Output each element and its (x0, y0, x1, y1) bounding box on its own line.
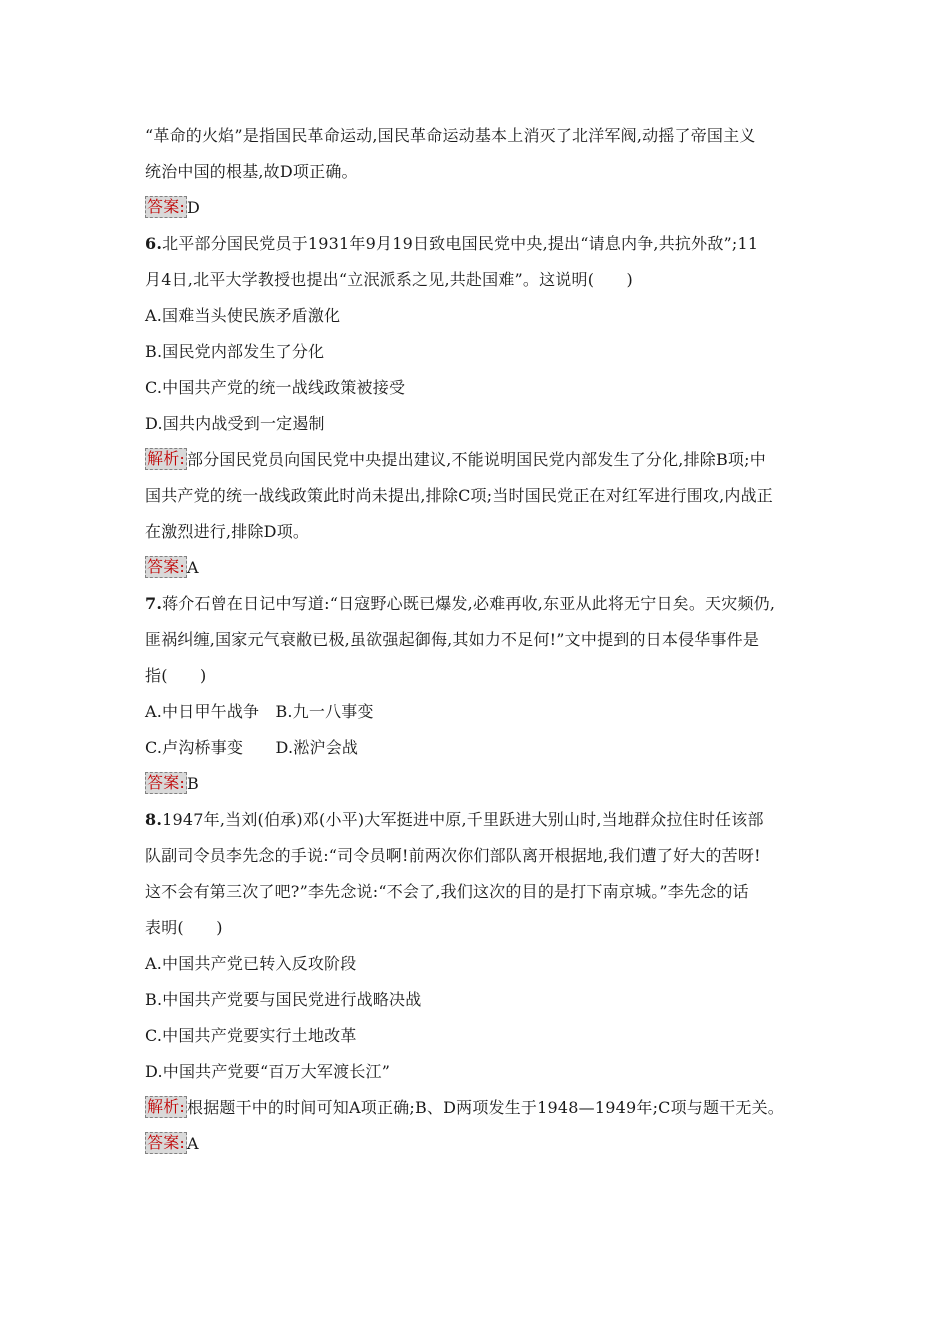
q5-analysis-line-2: 统治中国的根基,故D项正确。 (145, 162, 358, 181)
q6-option-d: D.国共内战受到一定遏制 (145, 414, 325, 433)
q6-stem-line-2: 月4日,北平大学教授也提出“立泯派系之见,共赴国难”。这说明( ) (145, 270, 633, 289)
q7-stem-line-3: 指( ) (145, 666, 207, 685)
q5-answer (145, 190, 817, 226)
analysis-tag: 解析: (147, 1097, 185, 1116)
q7-stem-text-1: 蒋介石曾在日记中写道:“日寇野心既已爆发,必难再收,东亚从此将无宁日矣。天灾频仍, (162, 594, 776, 613)
q7-options-row-1: A.中日甲午战争 B.九一八事变 (145, 702, 374, 721)
answer-tag: 答案: (147, 1133, 185, 1152)
q6-answer (145, 550, 817, 586)
answer-value: A (187, 558, 199, 577)
q6-option-a: A.国难当头使民族矛盾激化 (145, 306, 341, 325)
question-number: 7. (145, 594, 163, 613)
q6-option-b: B.国民党内部发生了分化 (145, 342, 325, 361)
q8-stem-line-3: 这不会有第三次了吧?”李先念说:“不会了,我们这次的目的是打下南京城。”李先念的话 (145, 882, 749, 901)
answer-tag: 答案: (147, 773, 185, 792)
q8-option-a: A.中国共产党已转入反攻阶段 (145, 954, 357, 973)
q6-analysis-line-3: 在激烈进行,排除D项。 (145, 522, 310, 541)
answer-value: D (187, 198, 201, 217)
q7-answer (145, 766, 817, 802)
question-number: 8. (145, 810, 163, 829)
q6-analysis-text-1: 部分国民党员向国民党中央提出建议,不能说明国民党内部发生了分化,排除B项;中 (187, 450, 766, 469)
q6-stem-text-1: 北平部分国民党员于1931年9月19日致电国民党中央,提出“请息内争,共抗外敌”;11 (162, 234, 759, 253)
q6-option-c: C.中国共产党的统一战线政策被接受 (145, 378, 406, 397)
q7-stem-line-1 (145, 586, 817, 622)
q8-option-d: D.中国共产党要“百万大军渡长江” (145, 1062, 391, 1081)
q5-analysis-line-1: “革命的火焰”是指国民革命运动,国民革命运动基本上消灭了北洋军阀,动摇了帝国主义 (145, 126, 756, 145)
document-page (145, 118, 817, 1162)
q7-stem-line-2: 匪祸纠缠,国家元气衰敝已极,虽欲强起御侮,其如力不足何!”文中提到的日本侵华事件是 (145, 630, 760, 649)
q7-options-row-2: C.卢沟桥事变 D.淞沪会战 (145, 738, 359, 757)
answer-value: A (187, 1134, 199, 1153)
q8-option-c: C.中国共产党要实行土地改革 (145, 1026, 357, 1045)
answer-value: B (187, 774, 199, 793)
q6-stem-line-1 (145, 226, 817, 262)
answer-tag: 答案: (147, 557, 185, 576)
question-number: 6. (145, 234, 163, 253)
q8-stem-text-1: 1947年,当刘(伯承)邓(小平)大军挺进中原,千里跃进大别山时,当地群众拉住时任该部 (162, 810, 764, 829)
q8-analysis-text-1: 根据题干中的时间可知A项正确;B、D两项发生于1948—1949年;C项与题干无关。 (187, 1098, 785, 1117)
q6-analysis-line-1 (145, 442, 817, 478)
q8-stem-line-4: 表明( ) (145, 918, 223, 937)
q6-analysis-line-2: 国共产党的统一战线政策此时尚未提出,排除C项;当时国民党正在对红军进行围攻,内战正 (145, 486, 774, 505)
q8-analysis-line-1 (145, 1090, 817, 1126)
analysis-tag: 解析: (147, 449, 185, 468)
q8-answer (145, 1126, 817, 1162)
q8-stem-line-2: 队副司令员李先念的手说:“司令员啊!前两次你们部队离开根据地,我们遭了好大的苦呀! (145, 846, 761, 865)
answer-tag: 答案: (147, 197, 185, 216)
q8-option-b: B.中国共产党要与国民党进行战略决战 (145, 990, 422, 1009)
q8-stem-line-1 (145, 802, 817, 838)
